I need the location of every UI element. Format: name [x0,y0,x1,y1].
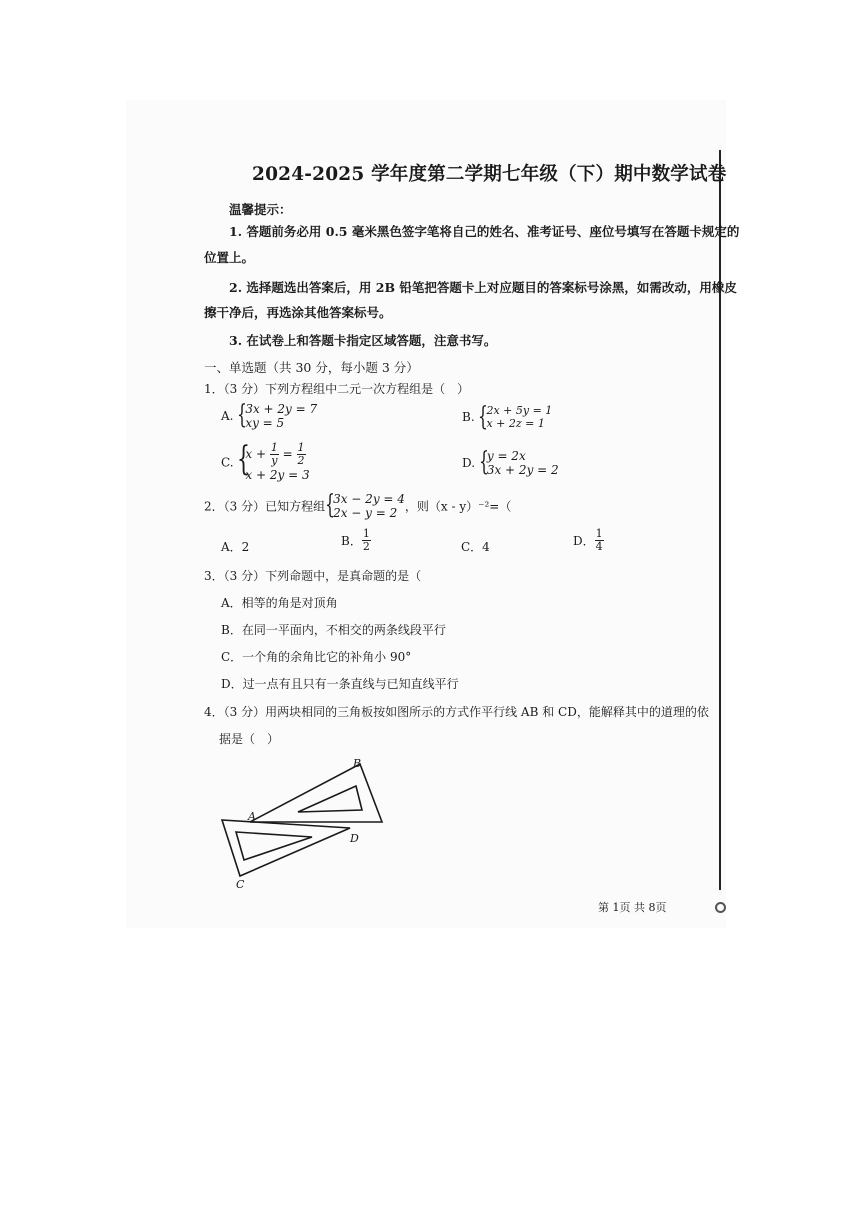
equation-row: x + 2y = 3 [245,468,310,482]
upper-triangle-outer [250,764,382,822]
q2-option-d [573,528,604,553]
fraction-denominator: 2 [362,540,370,553]
q1-option-c [221,439,310,483]
equation-row: xy = 5 [245,416,285,430]
page-footer: 第 1页 共 8页 [598,901,667,914]
fraction-numerator: 1 [362,527,370,540]
point-label-c: C [236,878,245,891]
upper-triangle-inner [298,786,362,812]
fraction [362,528,371,553]
tip-2-line-a: 2. 选择题选出答案后，用 2B 铅笔把答题卡上对应题目的答案标号涂黑，如需改动，用橡皮 [229,280,737,295]
q1-option-a [221,402,317,430]
equation-row: x + 2z = 1 [486,417,545,430]
exam-title: 2024-2025 学年度第二学期七年级（下）期中数学试卷 [252,164,727,185]
q2-option-b [341,528,371,553]
option-label: D． [573,534,595,548]
equation-row: 2x − y = 2 [333,506,398,520]
q2-stem [204,492,511,520]
equation-row [245,442,309,467]
q1-option-b [462,404,552,430]
fraction [595,528,604,553]
point-label-b: B [353,757,362,770]
tip-1-line-a: 1. 答题前务必用 0.5 毫米黑色签字笔将自己的姓名、准考证号、座位号填写在答题卡规定的 [229,224,740,239]
fraction-numerator: 1 [595,527,603,540]
option-label: C. [221,455,234,470]
q2-stem-text: 2．（3 分）已知方程组 [204,499,326,514]
q3-option-a: A．相等的角是对顶角 [221,596,338,610]
tips-heading: 温馨提示： [229,202,292,217]
fraction-numerator: 1 [270,441,278,454]
option-label: B. [462,410,475,424]
equation-part: = [278,447,297,461]
tip-2-line-b: 擦干净后，再选涂其他答案标号。 [204,305,392,320]
binding-hole [715,902,726,913]
point-label-a: A [248,810,256,823]
option-label: B． [341,534,362,548]
q3-stem: 3．（3 分）下列命题中，是真命题的是（ [204,569,422,583]
lower-triangle-inner [236,832,312,860]
equation-system: { 3x + 2y = 7 xy = 5 [237,400,318,430]
point-label-d: D [350,832,359,845]
fraction-denominator: 4 [595,540,603,553]
triangle-rulers-figure [210,752,400,892]
q4-stem-line-a: 4．（3 分）用两块相同的三角板按如图所示的方式作平行线 AB 和 CD，能解释其中的道理的依 [204,705,709,719]
equation-row: 2x + 5y = 1 [486,404,553,417]
q2-stem-text: ，则（x - y）⁻²=（ [404,499,512,514]
option-label: D. [462,456,476,470]
option-label: A. [221,409,234,423]
q2-option-c: C．4 [461,540,490,554]
fraction [270,442,279,467]
fraction-denominator: 2 [297,454,305,467]
q3-option-b: B．在同一平面内，不相交的两条线段平行 [221,623,446,637]
fraction-denominator: y [271,454,278,467]
equation-row: 3x + 2y = 7 [245,402,318,416]
equation-row: 3x + 2y = 2 [486,463,559,477]
equation-system: { y = 2x 3x + 2y = 2 [478,447,559,477]
tip-1-line-b: 位置上。 [204,250,255,265]
tip-3: 3. 在试卷上和答题卡指定区域答题，注意书写。 [229,333,497,348]
q3-option-c: C．一个角的余角比它的补角小 90° [221,650,412,664]
equation-row: y = 2x [486,449,526,463]
q2-option-a: A．2 [221,540,250,554]
equation-system: { 2x + 5y = 1 x + 2z = 1 [478,402,553,432]
q4-stem-line-b: 据是（ ） [219,732,280,746]
q1-stem: 1．（3 分）下列方程组中二元一次方程组是（ ） [204,382,470,396]
section-heading: 一、单选题（共 30 分，每小题 3 分） [204,360,419,375]
equation-row: 3x − 2y = 4 [333,492,405,506]
page-edge-line [719,150,721,890]
fraction-numerator: 1 [297,441,305,454]
equation-part: x + [245,447,270,461]
equation-system: { x + $\frac{1}{y}$ = $\frac{1}{2}$ x + 2y = 3 [237,439,310,482]
q1-option-d [462,449,559,477]
q3-option-d: D．过一点有且只有一条直线与已知直线平行 [221,677,459,691]
fraction [297,442,306,467]
equation-system: { 3x − 2y = 4 2x − y = 2 [325,490,405,520]
